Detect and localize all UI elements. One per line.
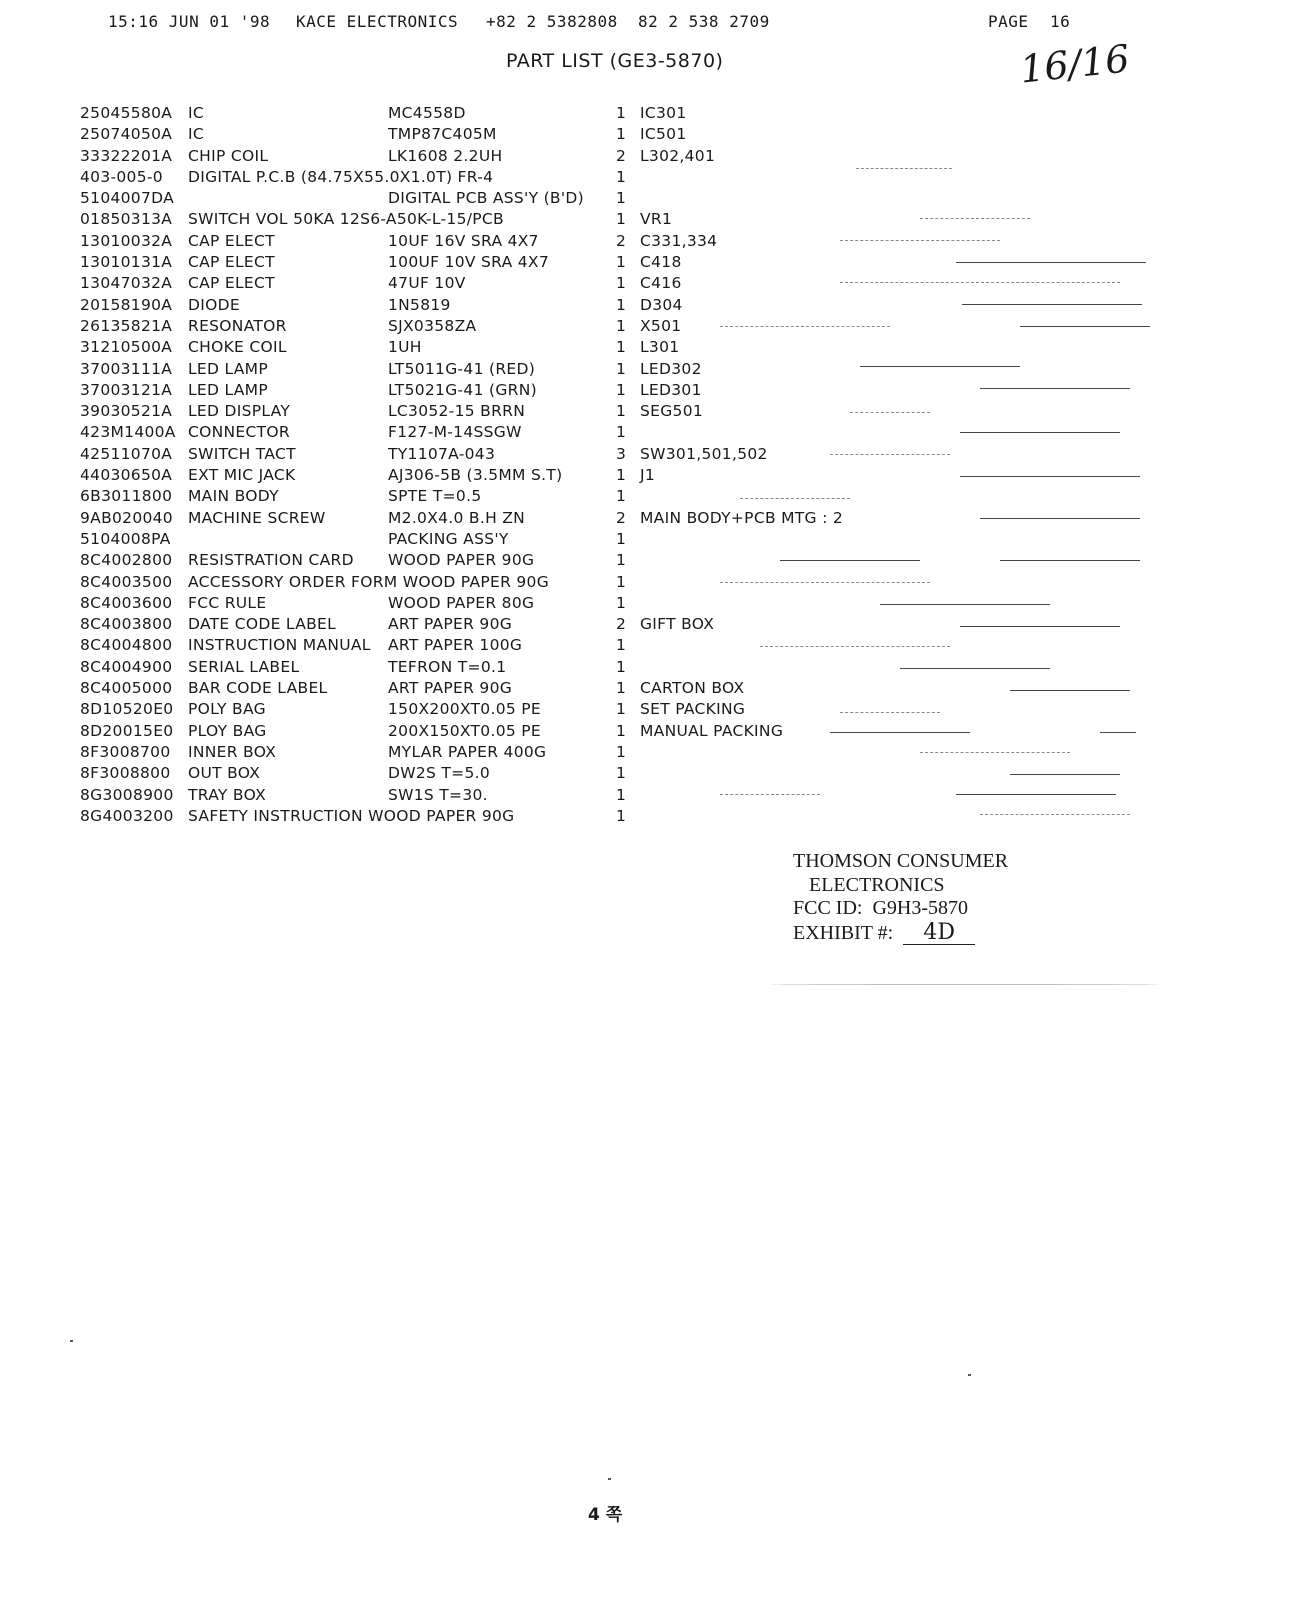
table-row (80, 423, 1260, 444)
part-description: CONNECTOR (188, 423, 290, 442)
part-quantity: 1 (616, 657, 627, 676)
part-number: 8C4003500 (80, 572, 173, 591)
fax-artifact-line (830, 732, 970, 733)
part-number: 8D20015E0 (80, 721, 174, 740)
table-row (80, 786, 1260, 807)
table-row (80, 189, 1260, 210)
part-description: DIGITAL P.C.B (84.75X55.0X1.0T) FR-4 (188, 167, 494, 186)
footer-page-number: 4 쪽 (588, 1505, 623, 1525)
part-number: 25074050A (80, 125, 173, 144)
part-description: MACHINE SCREW (188, 508, 326, 527)
fax-artifact-line (840, 282, 1120, 283)
part-spec: DIGITAL PCB ASS'Y (B'D) (388, 189, 585, 208)
table-row (80, 530, 1260, 551)
part-spec: MC4558D (388, 104, 466, 122)
fax-artifact-line (856, 168, 952, 169)
part-quantity: 1 (616, 380, 627, 399)
part-number: 20158190A (80, 295, 173, 314)
part-location: MANUAL PACKING (640, 721, 784, 740)
part-quantity: 1 (616, 764, 627, 783)
part-location: C331,334 (640, 231, 718, 250)
part-quantity: 1 (616, 742, 627, 761)
fax-artifact-line (980, 518, 1140, 519)
table-row (80, 445, 1260, 466)
part-description: INNER BOX (188, 742, 277, 761)
part-number: 26135821A (80, 316, 173, 335)
exhibit-value: 4D (903, 921, 975, 946)
table-row (80, 232, 1260, 253)
fax-artifact-line (840, 240, 1000, 241)
handwritten-page-count: 16/16 (1018, 36, 1132, 92)
fax-timestamp: 15:16 JUN 01 '98 (108, 12, 271, 31)
table-row (80, 274, 1260, 295)
part-spec: 10UF 16V SRA 4X7 (388, 231, 539, 250)
fax-artifact-line (962, 304, 1142, 305)
part-location: CARTON BOX (640, 679, 745, 698)
fax-artifact-line (1010, 774, 1120, 775)
part-quantity: 1 (616, 359, 627, 378)
fax-artifact-line (960, 476, 1140, 477)
part-quantity: 1 (616, 295, 627, 314)
part-quantity: 1 (616, 700, 627, 719)
exhibit-line (793, 921, 1008, 946)
fax-artifact-line (1010, 690, 1130, 691)
part-number: 37003111A (80, 359, 173, 378)
part-spec: 150X200XT0.05 PE (388, 700, 541, 719)
part-description: RESISTRATION CARD (188, 551, 354, 570)
part-description: OUT BOX (188, 764, 261, 783)
fax-artifact-line (780, 560, 920, 561)
part-quantity: 2 (616, 508, 627, 527)
part-description: CAP ELECT (188, 231, 275, 250)
part-description: RESONATOR (188, 316, 287, 335)
fcc-id-value: G9H3-5870 (872, 897, 969, 919)
fcc-id-line (793, 897, 1008, 921)
part-spec: 100UF 10V SRA 4X7 (388, 253, 549, 272)
part-spec: 200X150XT0.05 PE (388, 721, 541, 740)
part-quantity: 1 (616, 572, 627, 591)
part-quantity: 1 (616, 636, 627, 655)
part-location: L301 (640, 338, 680, 357)
part-quantity: 1 (616, 423, 627, 442)
table-row (80, 807, 1260, 828)
part-number: 42511070A (80, 444, 173, 463)
part-description: LED DISPLAY (188, 402, 291, 421)
table-row (80, 722, 1260, 743)
part-spec: LT5021G-41 (GRN) (388, 380, 537, 399)
part-spec: MYLAR PAPER 400G (388, 742, 547, 761)
part-description: PLOY BAG (188, 721, 267, 740)
part-spec: SJX0358ZA (388, 316, 477, 335)
part-quantity: 1 (616, 274, 627, 293)
part-spec: F127-M-14SSGW (388, 423, 522, 442)
part-description: LED LAMP (188, 380, 269, 399)
fax-artifact-line (1000, 560, 1140, 561)
part-description: CHIP COIL (188, 146, 269, 165)
part-description: SWITCH VOL 50KA 12S6-A50K-L-15/PCB (188, 210, 504, 229)
fax-artifact-line (880, 604, 1050, 605)
part-number: 8C4003600 (80, 593, 173, 612)
scan-speck (70, 1340, 73, 1342)
table-row (80, 338, 1260, 359)
fax-artifact-line (1020, 326, 1150, 327)
stamp-company-line: THOMSON CONSUMER (793, 850, 1009, 872)
part-spec: DW2S T=5.0 (388, 764, 490, 783)
part-quantity: 1 (616, 593, 627, 612)
fax-artifact-line (960, 626, 1120, 627)
part-spec: 1UH (388, 338, 422, 357)
part-number: 8C4004900 (80, 657, 173, 676)
part-number: 31210500A (80, 338, 173, 357)
part-number: 13010131A (80, 253, 173, 272)
part-spec: M2.0X4.0 B.H ZN (388, 508, 526, 527)
table-row (80, 125, 1260, 146)
fax-artifact-line (900, 668, 1050, 669)
part-description: TRAY BOX (188, 785, 266, 804)
part-quantity: 1 (616, 466, 627, 485)
part-number: 403-005-0 (80, 167, 163, 186)
part-description: DIODE (188, 295, 240, 314)
table-row (80, 509, 1260, 530)
part-quantity: 1 (616, 189, 627, 208)
part-location: SEG501 (640, 402, 704, 421)
table-row (80, 296, 1260, 317)
part-description: POLY BAG (188, 700, 266, 719)
table-row (80, 360, 1260, 381)
part-location: IC501 (640, 125, 687, 144)
table-row (80, 573, 1260, 594)
part-description: CAP ELECT (188, 253, 275, 272)
table-row (80, 168, 1260, 189)
table-row (80, 104, 1260, 125)
part-quantity: 1 (616, 316, 627, 335)
part-quantity: 1 (616, 167, 627, 186)
part-description: LED LAMP (188, 359, 269, 378)
part-number: 423M1400A (80, 423, 176, 442)
part-location: D304 (640, 295, 683, 314)
part-number: 37003121A (80, 380, 173, 399)
table-row (80, 210, 1260, 231)
table-row (80, 636, 1260, 657)
fax-artifact-line (720, 794, 820, 795)
part-location: LED302 (640, 359, 702, 378)
fax-artifact-line (980, 814, 1130, 815)
fax-artifact-line (956, 794, 1116, 795)
page-number: 16 (1050, 12, 1071, 31)
fcc-exhibit-stamp (793, 850, 1008, 945)
part-spec: ART PAPER 90G (388, 679, 513, 698)
table-row (80, 317, 1260, 338)
part-number: 8C4002800 (80, 551, 173, 570)
part-number: 33322201A (80, 146, 173, 165)
part-description: IC (188, 125, 204, 144)
part-quantity: 1 (616, 104, 627, 122)
part-spec: ART PAPER 100G (388, 636, 523, 655)
part-location: MAIN BODY+PCB MTG : 2 (640, 508, 843, 527)
part-number: 13010032A (80, 231, 173, 250)
fax-artifact-line (920, 752, 1070, 753)
part-spec: TY1107A-043 (388, 444, 496, 463)
part-location: SW301,501,502 (640, 444, 768, 463)
part-quantity: 1 (616, 338, 627, 357)
fax-artifact-line (740, 498, 850, 499)
part-spec: AJ306-5B (3.5MM S.T) (388, 466, 563, 485)
part-location: X501 (640, 316, 682, 335)
fax-header (108, 12, 1258, 36)
part-location: L302,401 (640, 146, 716, 165)
part-number: 8D10520E0 (80, 700, 174, 719)
part-spec: 47UF 10V (388, 274, 466, 293)
part-description: CHOKE COIL (188, 338, 287, 357)
part-description: DATE CODE LABEL (188, 615, 337, 634)
part-spec: LK1608 2.2UH (388, 146, 503, 165)
part-description: CAP ELECT (188, 274, 275, 293)
table-row (80, 700, 1260, 721)
part-quantity: 2 (616, 146, 627, 165)
fax-artifact-line (720, 582, 930, 583)
part-location: C418 (640, 253, 682, 272)
part-number: 13047032A (80, 274, 173, 293)
part-quantity: 1 (616, 679, 627, 698)
part-number: 8F3008800 (80, 764, 171, 783)
part-number: 5104007DA (80, 189, 174, 208)
part-description: SAFETY INSTRUCTION WOOD PAPER 90G (188, 806, 515, 825)
part-description: MAIN BODY (188, 487, 279, 506)
table-row (80, 658, 1260, 679)
part-quantity: 1 (616, 551, 627, 570)
part-location: J1 (640, 466, 656, 485)
table-row (80, 551, 1260, 572)
part-location: C416 (640, 274, 682, 293)
fax-artifact-line (980, 388, 1130, 389)
part-quantity: 1 (616, 529, 627, 548)
part-location: SET PACKING (640, 700, 746, 719)
table-row (80, 381, 1260, 402)
fax-artifact-line (850, 412, 930, 413)
scan-speck (608, 1478, 611, 1480)
part-quantity: 2 (616, 615, 627, 634)
part-quantity: 1 (616, 806, 627, 825)
part-number: 6B3011800 (80, 487, 173, 506)
part-description: BAR CODE LABEL (188, 679, 328, 698)
part-spec: WOOD PAPER 90G (388, 551, 535, 570)
part-description: SERIAL LABEL (188, 657, 300, 676)
fax-artifact-line (956, 262, 1146, 263)
fax-artifact-line (920, 218, 1030, 219)
table-row (80, 402, 1260, 423)
exhibit-label: EXHIBIT #: (793, 921, 894, 944)
part-description: INSTRUCTION MANUAL (188, 636, 371, 655)
stamp-border (770, 984, 1160, 985)
part-spec: ART PAPER 90G (388, 615, 513, 634)
table-row (80, 487, 1260, 508)
part-number: 9AB020040 (80, 508, 173, 527)
fax-phone: +82 2 5382808 (486, 12, 618, 31)
fax-artifact-line (830, 454, 950, 455)
part-quantity: 2 (616, 231, 627, 250)
part-quantity: 3 (616, 444, 627, 463)
part-quantity: 1 (616, 785, 627, 804)
fax-sender: KACE ELECTRONICS (296, 12, 459, 31)
part-description: FCC RULE (188, 593, 267, 612)
fax-number: 82 2 538 2709 (638, 12, 770, 31)
parts-list-table (80, 104, 1260, 828)
part-number: 8C4003800 (80, 615, 173, 634)
part-number: 39030521A (80, 402, 173, 421)
part-number: 8C4005000 (80, 679, 173, 698)
fcc-id-label: FCC ID: (793, 897, 863, 919)
part-number: 8C4004800 (80, 636, 173, 655)
part-location: GIFT BOX (640, 615, 715, 634)
part-number: 25045580A (80, 104, 173, 122)
part-description: SWITCH TACT (188, 444, 296, 463)
part-spec: LC3052-15 BRRN (388, 402, 526, 421)
part-spec: SW1S T=30. (388, 785, 488, 804)
part-spec: PACKING ASS'Y (388, 529, 509, 548)
fax-artifact-line (960, 432, 1120, 433)
fax-artifact-line (720, 326, 890, 327)
table-row (80, 253, 1260, 274)
part-location: IC301 (640, 104, 687, 122)
part-spec: LT5011G-41 (RED) (388, 359, 536, 378)
part-description: IC (188, 104, 204, 122)
part-number: 44030650A (80, 466, 173, 485)
part-spec: 1N5819 (388, 295, 451, 314)
part-location: LED301 (640, 380, 702, 399)
part-quantity: 1 (616, 125, 627, 144)
part-quantity: 1 (616, 253, 627, 272)
scan-speck (968, 1374, 971, 1376)
part-quantity: 1 (616, 721, 627, 740)
part-quantity: 1 (616, 210, 627, 229)
table-row (80, 147, 1260, 168)
part-number: 01850313A (80, 210, 173, 229)
stamp-company-line: ELECTRONICS (809, 873, 945, 896)
table-row (80, 743, 1260, 764)
table-row (80, 594, 1260, 615)
fax-artifact-line (760, 646, 950, 647)
part-number: 8G3008900 (80, 785, 174, 804)
fax-artifact-line (840, 712, 940, 713)
part-spec: TMP87C405M (388, 125, 497, 144)
part-quantity: 1 (616, 402, 627, 421)
document-title: PART LIST (GE3-5870) (506, 50, 724, 72)
part-location: VR1 (640, 210, 673, 229)
part-spec: WOOD PAPER 80G (388, 593, 535, 612)
part-quantity: 1 (616, 487, 627, 506)
page-label: PAGE (988, 12, 1029, 31)
fax-artifact-line (1100, 732, 1136, 733)
part-number: 8G4003200 (80, 806, 174, 825)
fax-artifact-line (860, 366, 1020, 367)
part-spec: SPTE T=0.5 (388, 487, 482, 506)
part-number: 5104008PA (80, 529, 171, 548)
part-description: ACCESSORY ORDER FORM WOOD PAPER 90G (188, 572, 550, 591)
part-spec: TEFRON T=0.1 (388, 657, 507, 676)
part-number: 8F3008700 (80, 742, 171, 761)
part-description: EXT MIC JACK (188, 466, 296, 485)
